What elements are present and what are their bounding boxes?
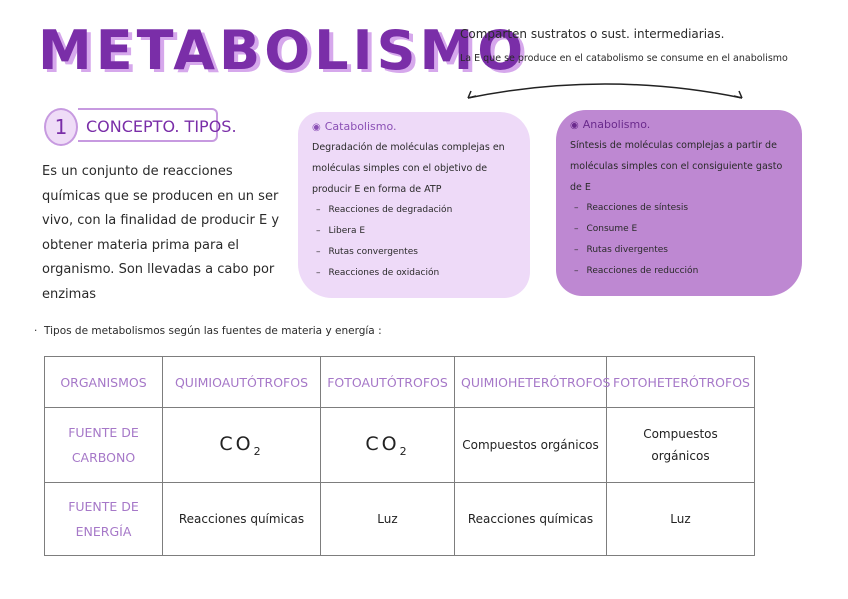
- anabolismo-item: – Reacciones de reducción: [574, 266, 699, 276]
- page-title: METABOLISMO: [38, 19, 528, 82]
- anabolismo-title: Anabolismo.: [582, 118, 651, 131]
- anabolismo-card: [556, 110, 802, 296]
- anabolismo-heading: [570, 118, 790, 131]
- header-fotoautotrofos: FOTOAUTÓTROFOS: [321, 357, 455, 408]
- header-organismos: ORGANISMOS: [45, 357, 163, 408]
- table-row: [45, 408, 755, 483]
- table-cell: Reacciones químicas: [163, 483, 321, 556]
- header-quimioheterotrofos: QUIMIOHETERÓTROFOS: [455, 357, 607, 408]
- bullet-icon: ·: [34, 325, 38, 337]
- intro-paragraph: Es un conjunto de reacciones químicas que se producen en un ser vivo, con la finalidad de producir E y obtener materia prima para el organismo. Son llevadas a cabo por enzimas: [42, 164, 280, 302]
- catabolismo-item: – Libera E: [316, 226, 366, 236]
- header-quimioautotrofos: QUIMIOAUTÓTROFOS: [163, 357, 321, 408]
- anabolismo-item: – Reacciones de síntesis: [574, 203, 689, 213]
- catabolismo-item: – Rutas convergentes: [316, 247, 418, 257]
- anabolismo-item: – Consume E: [574, 224, 638, 234]
- catabolismo-title: Catabolismo.: [324, 120, 397, 133]
- metabolism-types-table: [44, 356, 755, 556]
- table-cell: $CO_2$: [321, 408, 455, 483]
- row-label-fuente-carbono: FUENTE DE CARBONO: [45, 408, 163, 483]
- table-cell: $CO_2$: [163, 408, 321, 483]
- catabolismo-card: [298, 112, 530, 298]
- table-header-row: [45, 357, 755, 408]
- table-cell: Compuestos orgánicos: [455, 408, 607, 483]
- anabolismo-item: – Rutas divergentes: [574, 245, 668, 255]
- table-cell: Luz: [607, 483, 755, 556]
- bullet-icon: ◉: [312, 122, 321, 133]
- table-row: [45, 483, 755, 556]
- energy-note: La E que se produce en el catabolismo se consume en el anabolismo: [460, 53, 788, 64]
- table-cell: Reacciones químicas: [455, 483, 607, 556]
- table-cell: Luz: [321, 483, 455, 556]
- double-arrow-icon: [460, 76, 750, 106]
- section-title: CONCEPTO. TIPOS.: [78, 108, 218, 142]
- row-label-fuente-energia: FUENTE DE ENERGÍA: [45, 483, 163, 556]
- catabolismo-item: – Reacciones de degradación: [316, 205, 453, 215]
- catabolismo-item: – Reacciones de oxidación: [316, 268, 440, 278]
- table-cell: Compuestos orgánicos: [607, 408, 755, 483]
- section-number-badge: 1: [44, 108, 78, 146]
- metabolism-types-heading: · Tipos de metabolismos según las fuentes de materia y energía :: [34, 325, 382, 337]
- header-fotoheterotrofos: FOTOHETERÓTROFOS: [607, 357, 755, 408]
- catabolismo-description: Degradación de moléculas complejas en moléculas simples con el objetivo de producir E en forma de ATP: [312, 142, 505, 195]
- catabolismo-heading: [312, 120, 518, 133]
- bullet-icon: ◉: [570, 120, 579, 131]
- shared-substrates-note: Comparten sustratos o sust. intermediarias.: [460, 27, 725, 41]
- anabolismo-description: Síntesis de moléculas complejas a partir de moléculas simples con el consiguiente gasto de E: [570, 140, 783, 193]
